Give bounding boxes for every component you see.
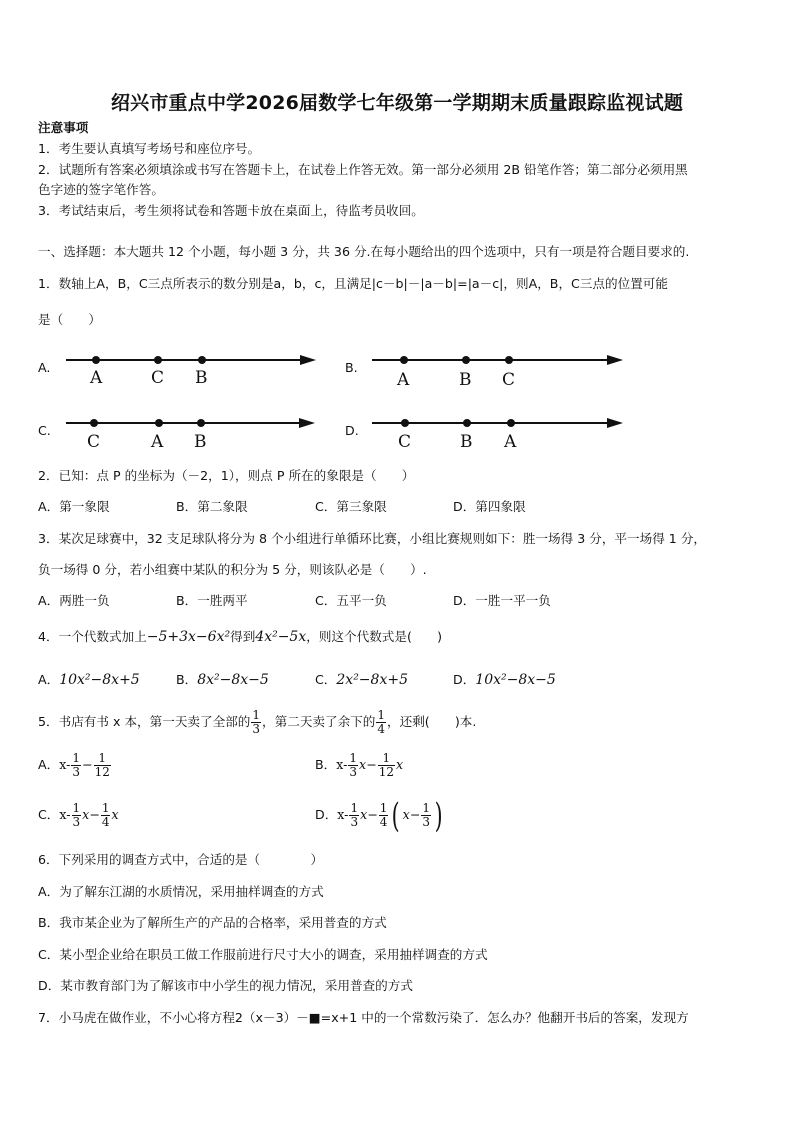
option-a: A．x- $\frac{1}{3}$ − $\frac{1}{12}$ — [38, 751, 110, 779]
stem-text: 得到 — [230, 629, 256, 644]
option-expression: 10x²−8x+5 — [59, 672, 140, 688]
stem-text: ，还剩( )本. — [387, 714, 477, 729]
stem-text: 5．书店有书 x 本，第一天卖了全部的 — [38, 714, 251, 729]
option-c: C．第三象限 — [315, 499, 387, 514]
section-heading: 一、选择题：本大题共 12 个小题，每小题 3 分，共 36 分.在每小题给出的四个选项中，只有一项是符合题目要求的. — [38, 244, 690, 259]
option-label: B． — [176, 672, 198, 687]
expression: −5+3x−6x² — [146, 629, 231, 645]
option-expression: 2x²−8x+5 — [336, 672, 408, 688]
notice-item: 2．试题所有答案必须填涂或书写在答题卡上，在试卷上作答无效。第一部分必须用 2B 铅笔作答；第二部分必须用黑 — [38, 162, 688, 177]
option-b: B．x- $\frac{1}{3}$ x− $\frac{1}{12}$ x — [315, 751, 404, 779]
option-c-label: C. — [38, 423, 51, 438]
option-label: D． — [453, 672, 476, 687]
option-b: B．一胜两平 — [176, 593, 248, 608]
option-d: D．某市教育部门为了解该市中小学生的视力情况，采用普查的方式 — [38, 978, 413, 993]
option-b-label: B. — [345, 360, 358, 375]
option-label: A． — [38, 672, 60, 687]
option-d-label: D. — [345, 423, 359, 438]
option-a: A．两胜一负 — [38, 593, 110, 608]
question-7-stem: 7．小马虎在做作业，不小心将方程2（x－3）－■=x+1 中的一个常数污染了．怎么办？他翻开书后的答案，发现方 — [38, 1010, 689, 1025]
option-d: D．第四象限 — [453, 499, 526, 514]
fraction-one-third: $\frac{1}{3}$ — [252, 708, 261, 736]
option-c: C．五平一负 — [315, 593, 387, 608]
page-title: 绍兴市重点中学2026届数学七年级第一学期期末质量跟踪监视试题 — [110, 92, 684, 114]
option-d — [453, 672, 556, 688]
point-label: C — [502, 370, 516, 390]
notice-heading: 注意事项 — [38, 120, 89, 135]
point-label: B — [459, 370, 472, 390]
point-label: A — [90, 368, 103, 388]
question-3-stem: 3．某次足球赛中，32 支足球队将分为 8 个小组进行单循环比赛，小组比赛规则如下：胜一场得 3 分，平一场得 1 分， — [38, 531, 707, 546]
option-b: B．第二象限 — [176, 499, 248, 514]
question-4-stem — [38, 629, 442, 645]
option-c: C．某小型企业给在职员工做工作服前进行尺寸大小的调查，采用抽样调查的方式 — [38, 947, 488, 962]
question-1-stem: 1．数轴上A，B，C三点所表示的数分别是a，b，c，且满足|c－b|－|a－b|=|a－c|，则A，B，C三点的位置可能 — [38, 276, 668, 291]
option-a: A．为了解东江湖的水质情况，采用抽样调查的方式 — [38, 884, 324, 899]
option-a-label: A. — [38, 360, 51, 375]
stem-text: ，第二天卖了余下的 — [262, 714, 376, 729]
point-label: C — [398, 432, 412, 452]
question-1-stem-cont: 是（ ） — [38, 312, 101, 327]
question-2-stem: 2．已知：点 P 的坐标为（－2，1），则点 P 所在的象限是（ ） — [38, 468, 415, 483]
number-line-option-a — [60, 348, 322, 393]
point-label: A — [151, 432, 164, 452]
option-label: B． — [315, 757, 337, 772]
point-label: B — [195, 368, 208, 388]
expression: 4x²−5x — [255, 629, 307, 645]
option-label: A． — [38, 757, 60, 772]
notice-item: 1．考生要认真填写考场号和座位序号。 — [38, 141, 261, 156]
point-label: B — [194, 432, 207, 452]
point-label: B — [460, 432, 473, 452]
question-3-stem-cont: 负一场得 0 分，若小组赛中某队的积分为 5 分，则该队必是（ ）. — [38, 562, 427, 577]
notice-item: 3．考试结束后，考生须将试卷和答题卡放在桌面上，待监考员收回。 — [38, 203, 424, 218]
point-label: A — [397, 370, 410, 390]
option-b — [176, 672, 269, 688]
point-label: C — [151, 368, 165, 388]
option-label: C． — [38, 807, 60, 822]
option-c — [315, 672, 408, 688]
option-d: D．一胜一平一负 — [453, 593, 551, 608]
number-line-option-b — [368, 348, 630, 393]
question-5-stem — [38, 704, 476, 740]
option-label: C． — [315, 672, 337, 687]
question-6-stem: 6．下列采用的调查方式中，合适的是（ ） — [38, 852, 324, 867]
notice-item: 色字迹的签字笔作答。 — [38, 182, 164, 197]
stem-text: 4．一个代数式加上 — [38, 629, 147, 644]
option-a — [38, 672, 140, 688]
point-label: C — [87, 432, 101, 452]
option-b: B．我市某企业为了解所生产的产品的合格率，采用普查的方式 — [38, 915, 387, 930]
number-line-option-d — [368, 411, 630, 456]
option-expression: 8x²−8x−5 — [197, 672, 269, 688]
number-line-option-c — [60, 411, 322, 456]
option-label: D． — [315, 807, 338, 822]
fraction-one-fourth: $\frac{1}{4}$ — [377, 708, 386, 736]
stem-text: ，则这个代数式是( ) — [306, 629, 442, 644]
point-label: A — [504, 432, 517, 452]
option-a: A．第一象限 — [38, 499, 110, 514]
option-c: C．x- $\frac{1}{3}$ x− $\frac{1}{4}$ x — [38, 801, 119, 829]
option-expression: 10x²−8x−5 — [475, 672, 556, 688]
option-d: D．x- $\frac{1}{3}$ x− $\frac{1}{4}$ ( x− $\frac{1}{3}$ ) — [315, 795, 443, 836]
